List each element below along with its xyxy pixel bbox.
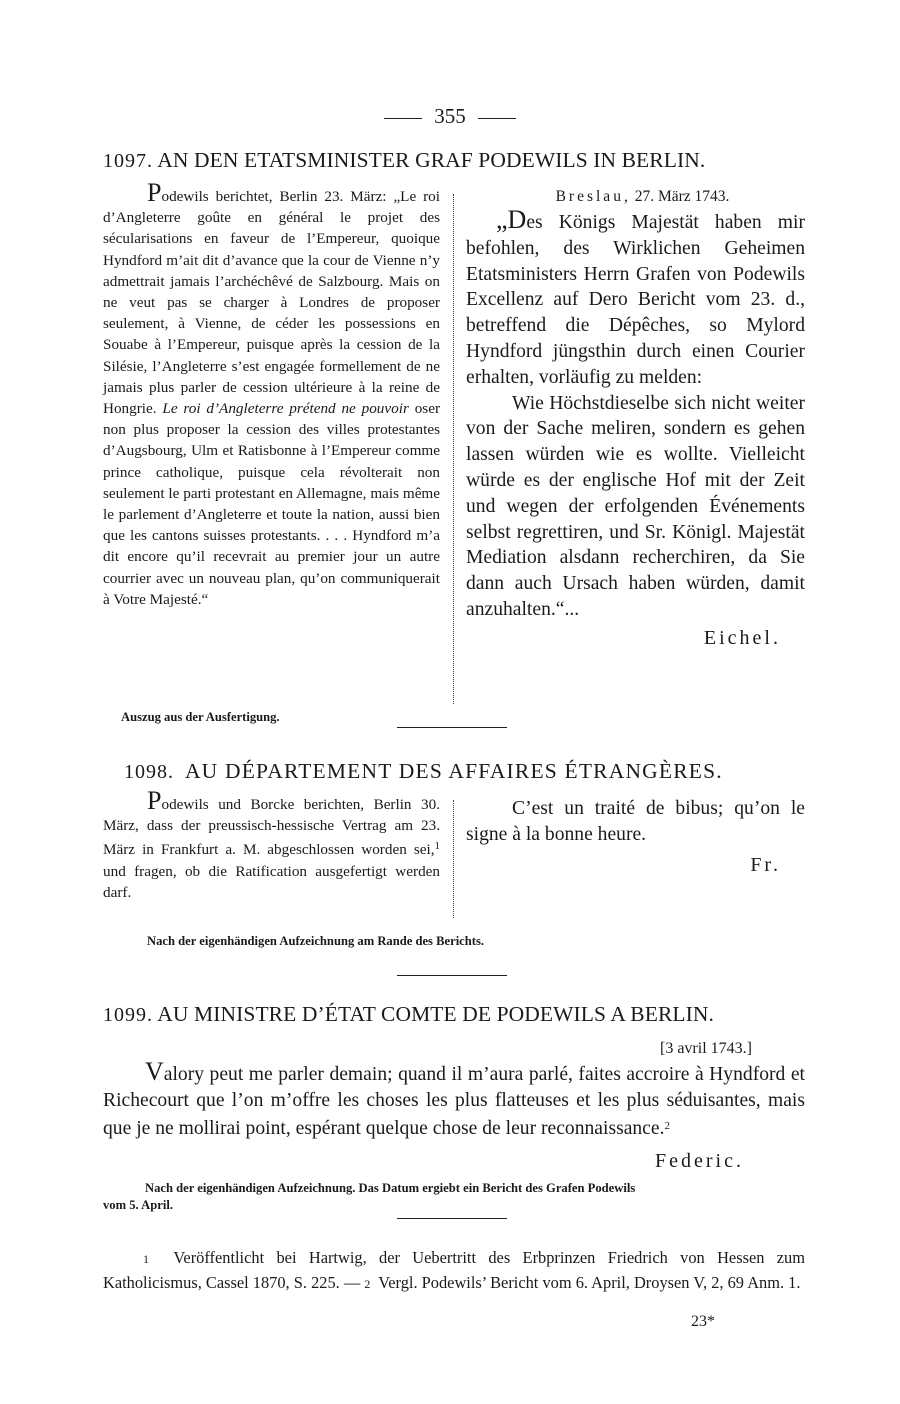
- dropcap: P: [147, 786, 162, 815]
- reply-paragraph-1: [466, 205, 805, 391]
- reply-text-1: es Königs Majestät haben mir befohlen, des Wirklichen Geheimen Etatsministers Herrn Grafen von Podewils Excellenz auf Dero Bericht vom 23. d., betreffend die Dépêches, so Mylord Hyndford jüngsthin durch einen Courier erhalten, vorläufig zu melden:: [466, 212, 805, 388]
- section-title: AU DÉPARTEMENT DES AFFAIRES ÉTRANGÈRES.: [184, 759, 723, 783]
- section-divider: [397, 727, 507, 728]
- section-1098-heading: [124, 759, 723, 784]
- report-text: odewils und Borcke berichten, Berlin 30. März, dass der preussisch-hessische Vertrag am 23. März in Frankfurt a. M. abgeschlossen worden sei,: [103, 796, 440, 859]
- section-number: 1099.: [103, 1004, 153, 1026]
- letter-text: alory peut me parler demain; quand il m’aura parlé, faites accroire à Hyndford et Richecourt que l’on m’offre les choses les plus flatteuses et les plus séduisantes, mais que je ne mollirai point, espérant quelque chose de leur reconnaissance.: [103, 1064, 805, 1139]
- signature: Federic.: [655, 1150, 744, 1172]
- report-text-cont: oser non plus proposer la cession des villes protestantes d’Augsbourg, Ulm et Ratisbonne à l’Empereur comme prince catholique, puisque cela révolterait non seulement le parti protestant en Allemagne, mais même le parlement d’Angleterre et toute la nation, aussi bien que les cantons suisses protestants. . . . Hyndford m’a dit encore qu’il recevrait au premier jour un autre courrier avec un nouveau plan, qu’on communiquerait à Votre Majesté.“: [103, 400, 441, 608]
- dropcap: „D: [496, 205, 527, 234]
- section-title: AU MINISTRE D’ÉTAT COMTE DE PODEWILS A BERLIN.: [157, 1002, 714, 1026]
- dateline-place: Breslau,: [555, 188, 631, 205]
- dropcap: V: [145, 1057, 164, 1086]
- signature-mark: 23*: [691, 1313, 715, 1330]
- footnotes: [103, 1246, 805, 1296]
- section-1097-heading: [103, 148, 705, 173]
- section-1097-report: [103, 178, 441, 610]
- column-separator: [453, 194, 454, 704]
- reply-paragraph-2: Wie Höchstdieselbe sich nicht weiter von der Sache meliren, sondern es gehen lassen würden wie es wollte. Vielleicht würde es der englische Hof mit der Zeit und wegen der erfolgenden Événements selbst regrettiren, und Sr. Königl. Majestät Mediation alsdann recherchiren, da Sie dann auch Ursach haben würden, damit anzuhalten.“...: [466, 392, 805, 620]
- section-1099-heading: [103, 1002, 714, 1027]
- page-number-rule-right: [478, 118, 516, 119]
- footnote-mark: 1: [434, 840, 440, 853]
- footnote-mark: 2: [664, 1119, 670, 1132]
- signature: Fr.: [750, 853, 781, 876]
- source-line-2: vom 5. April.: [103, 1198, 173, 1212]
- footnote-text-1: Veröffentlicht bei Hartwig, der Uebertritt des Erbprinzen Friedrich von Hessen zum Katholicismus, Cassel 1870, S. 225. —: [103, 1248, 805, 1293]
- section-1097-reply: [466, 186, 805, 650]
- column-separator: [453, 800, 454, 918]
- report-text-cont: und fragen, ob die Ratification ausgefertigt werden darf.: [103, 862, 440, 901]
- section-title: AN DEN ETATSMINISTER GRAF PODEWILS IN BERLIN.: [157, 148, 706, 172]
- dateline-date: 27. März 1743.: [634, 188, 730, 205]
- section-1097-source: Auszug aus der Ausfertigung.: [121, 710, 280, 724]
- section-divider: [397, 1218, 507, 1219]
- page-number-text: 355: [434, 104, 466, 128]
- footnote-mark-2: 2: [364, 1277, 371, 1292]
- section-number: 1097.: [103, 150, 153, 172]
- reply-text: C’est un traité de bibus; qu’on le signe à la bonne heure.: [466, 798, 805, 845]
- dropcap: P: [147, 178, 162, 207]
- section-1099-date: [3 avril 1743.]: [660, 1040, 752, 1057]
- report-text: odewils berichtet, Berlin 23. März: „Le roi d’Angleterre goûte en général le projet des sécularisations en faveur de l’Empereur, quoique Hyndford m’ait dit d’avance que la cour de Vienne n’y admettrait jamais l’archéchêvé de Salzbourg. Mais on ne veut pas se charger à Londres de proposer seulement, à Vienne, de céder les possessions en Souabe à l’Empereur, puisque après la cession de la Silésie, l’Angleterre s’est engagée formellement de ne jamais plus parler de cession ultérieure à la reine de Hongrie.: [103, 188, 440, 418]
- footnote-text-2: Vergl. Podewils’ Bericht vom 6. April, Droysen V, 2, 69 Anm. 1.: [378, 1273, 801, 1293]
- section-divider: [397, 975, 507, 976]
- section-1098-reply: [466, 796, 805, 877]
- section-1099-letter: [103, 1057, 805, 1141]
- section-number: 1098.: [124, 761, 174, 783]
- page-number: [0, 104, 900, 129]
- source-line-1: Nach der eigenhändigen Aufzeichnung. Das Datum ergiebt ein Bericht des Grafen Podewils: [145, 1181, 636, 1195]
- page-number-rule-left: [384, 118, 422, 119]
- footnote-mark-1: 1: [143, 1252, 149, 1266]
- section-1098-report: [103, 786, 440, 903]
- section-1099-source: [103, 1180, 805, 1214]
- signature: Eichel.: [703, 626, 781, 649]
- report-text-italic: Le roi d’Angleterre prétend ne pouvoir: [162, 400, 409, 418]
- section-1098-source: Nach der eigenhändigen Aufzeichnung am Rande des Berichts.: [147, 934, 485, 948]
